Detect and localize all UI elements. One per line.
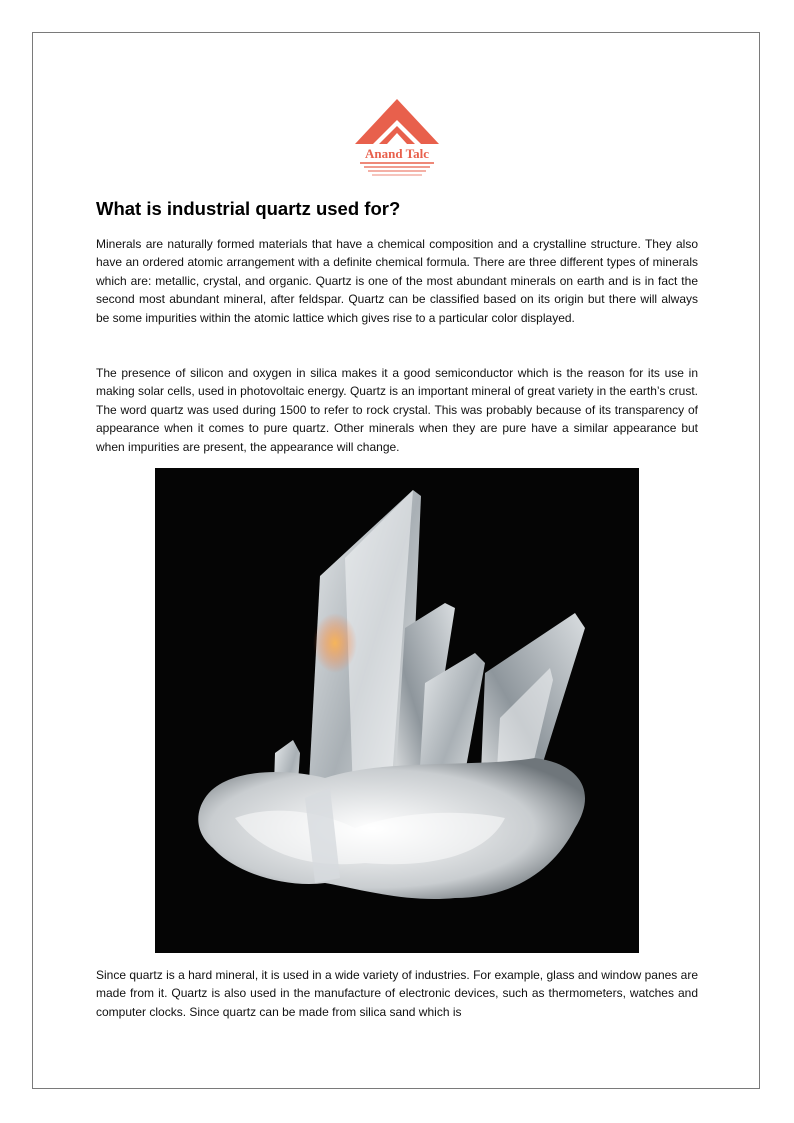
paragraph-uses: Since quartz is a hard mineral, it is used in a wide variety of industries. For example, glass and window panes are made from it. Quartz is also used in the manufacture of electronic devices, such as thermometers, watches and computer clocks. Since quartz can be made from silica sand which is [96, 968, 698, 1019]
quartz-crystal-photo [155, 468, 639, 953]
paragraph-intro: Minerals are naturally formed materials that have a chemical composition and a crystalline structure. They also have an ordered atomic arrangement with a definite chemical formula. There are three different types of minerals which are: metallic, crystal, and organic. Quartz is one of the most abundant minerals on earth and is in fact the second most abundant mineral, after feldspar. Quartz can be classified based on its origin but there will always be some impurities within the atomic lattice which gives rise to a particular color displayed. [96, 237, 698, 325]
paragraph-silica: The presence of silicon and oxygen in silica makes it a good semiconductor which is the reason for its use in making solar cells, used in photovoltaic energy. Quartz is an important mineral of great variety in the earth’s crust. The word quartz was used during 1500 to refer to rock crystal. This was probably because of its transparency of appearance when it comes to pure quartz. Other minerals when they are pure have a similar appearance but when impurities are present, the appearance will change. [96, 366, 698, 454]
company-logo [350, 96, 444, 180]
logo-text: Anand Talc [365, 146, 429, 161]
article-title: What is industrial quartz used for? [96, 198, 401, 219]
